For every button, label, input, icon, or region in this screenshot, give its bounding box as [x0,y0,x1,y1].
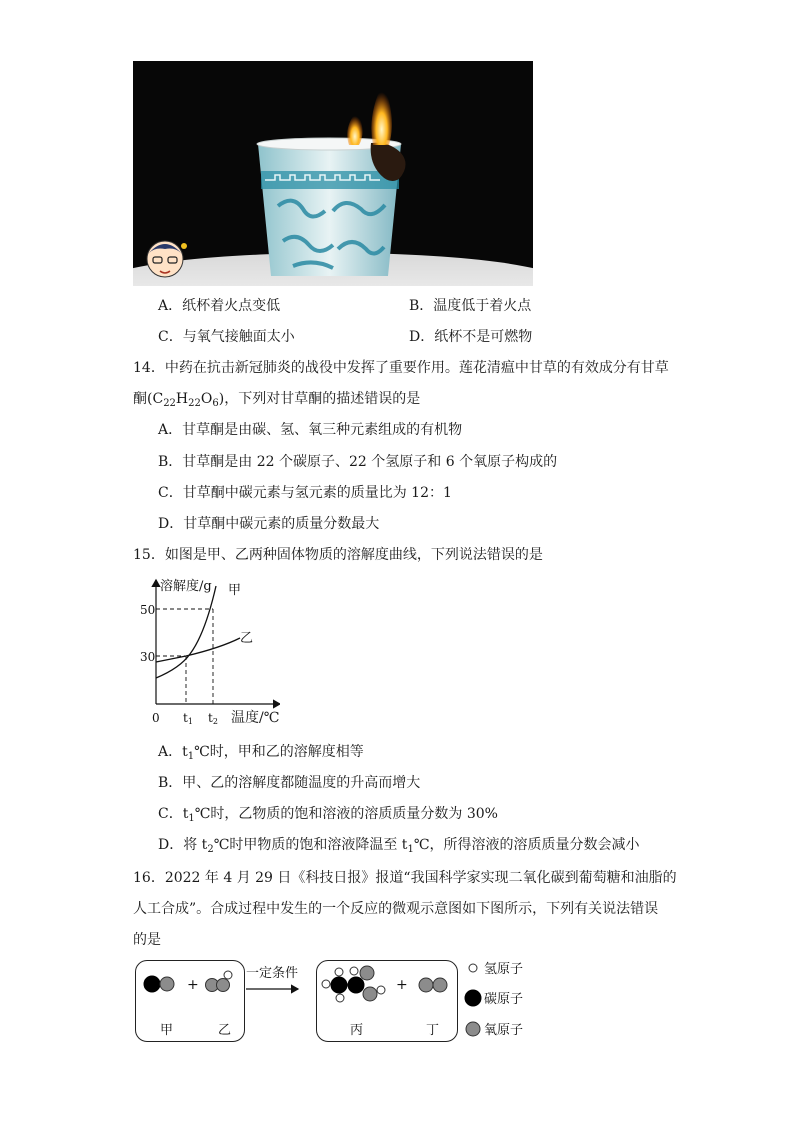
burning-paper-cup-photo [133,61,533,286]
ding-oxygen-atom-1 [419,978,433,992]
reaction-condition: 一定条件 [246,966,299,981]
q14-stem-line1: 14．中药在抗击新冠肺炎的战役中发挥了重要作用。莲花清瘟中甘草的有效成分有甘草 [133,360,669,376]
q13-option-c: C．与氧气接触面太小 [158,329,295,345]
q14-option-d: D．甘草酮中碳元素的质量分数最大 [158,516,380,532]
bing-hydrogen-atom-4 [350,967,358,975]
q15-option-a: A．$t_1℃$时，甲和乙的溶解度相等 [158,744,364,762]
x-tick-t1: t1 [183,711,193,726]
y-tick-30: 30 [140,650,156,664]
y-tick-50: 50 [140,603,156,617]
yi-oxygen-atom-2 [217,979,230,992]
legend-carbon-label: 碳原子 [484,992,524,1007]
x-axis-label: 温度/℃ [231,710,280,726]
q16-stem-line1: 16．2022 年 4 月 29 日《科技日报》报道“我国科学家实现二氧化碳到葡萄糖和油脂的 [133,870,677,886]
legend-carbon-icon [465,990,481,1006]
legend-hydrogen-icon [469,964,477,972]
y-axis-label: 溶解度/g [160,579,212,594]
q14-stem-line2: 酮$(C_{22}H_{22}O_6)$，下列对甘草酮的描述错误的是 [133,391,421,409]
bing-oxygen-atom-2 [363,987,377,1001]
product-plus: + [396,977,408,993]
photo-illustration [133,61,533,286]
bing-hydrogen-atom-1 [322,980,330,988]
bing-carbon-atom-2 [348,977,364,993]
q14-option-c: C．甘草酮中碳元素与氢元素的质量比为 12：1 [158,485,452,501]
x-tick-t2: t2 [208,711,218,726]
bing-hydrogen-atom-3 [336,994,344,1002]
q16-stem-line2: 人工合成”。合成过程中发生的一个反应的微观示意图如下图所示，下列有关说法错误 [133,901,659,917]
q15-option-d: D．将 $t_2℃$时甲物质的饱和溶液降温至 $t_1℃$，所得溶液的溶质质量分数会减小 [158,837,640,855]
legend-hydrogen-label: 氢原子 [484,962,524,977]
q16-stem-line3: 的是 [133,932,161,948]
legend-oxygen-icon [466,1022,480,1036]
q15-option-b: B．甲、乙的溶解度都随温度的升高而增大 [158,775,421,791]
bing-oxygen-atom-1 [360,966,374,980]
q13-option-d: D．纸杯不是可燃物 [409,329,533,345]
solubility-curve-chart [140,576,280,726]
q14-option-b: B．甘草酮是由 22 个碳原子、22 个氢原子和 6 个氧原子构成的 [158,454,558,470]
series-label-yi: 乙 [240,631,254,646]
q14-option-a: A．甘草酮是由碳、氢、氧三种元素组成的有机物 [158,422,463,438]
series-label-jia: 甲 [228,583,242,598]
jia-carbon-atom [144,976,160,992]
yi-hydrogen-atom [224,971,232,979]
bing-hydrogen-atom-2 [335,968,343,976]
bing-hydrogen-atom-5 [377,986,385,994]
legend-oxygen-label: 氧原子 [484,1023,524,1038]
bing-carbon-atom-1 [331,977,347,993]
ding-oxygen-atom-2 [433,978,447,992]
label-ding: 丁 [426,1023,440,1038]
label-yi: 乙 [218,1023,232,1038]
label-bing: 丙 [350,1023,364,1038]
q13-option-b: B．温度低于着火点 [409,298,532,314]
reaction-diagram [130,955,550,1050]
q13-option-a: A．纸杯着火点变低 [158,298,281,314]
x-tick-0: 0 [152,711,160,725]
q15-stem: 15．如图是甲、乙两种固体物质的溶解度曲线，下列说法错误的是 [133,547,543,563]
label-jia: 甲 [160,1023,174,1038]
jia-oxygen-atom [160,977,174,991]
reactant-plus: + [187,977,199,993]
q15-option-c: C．$t_1℃$时，乙物质的饱和溶液的溶质质量分数为 30% [158,806,498,824]
